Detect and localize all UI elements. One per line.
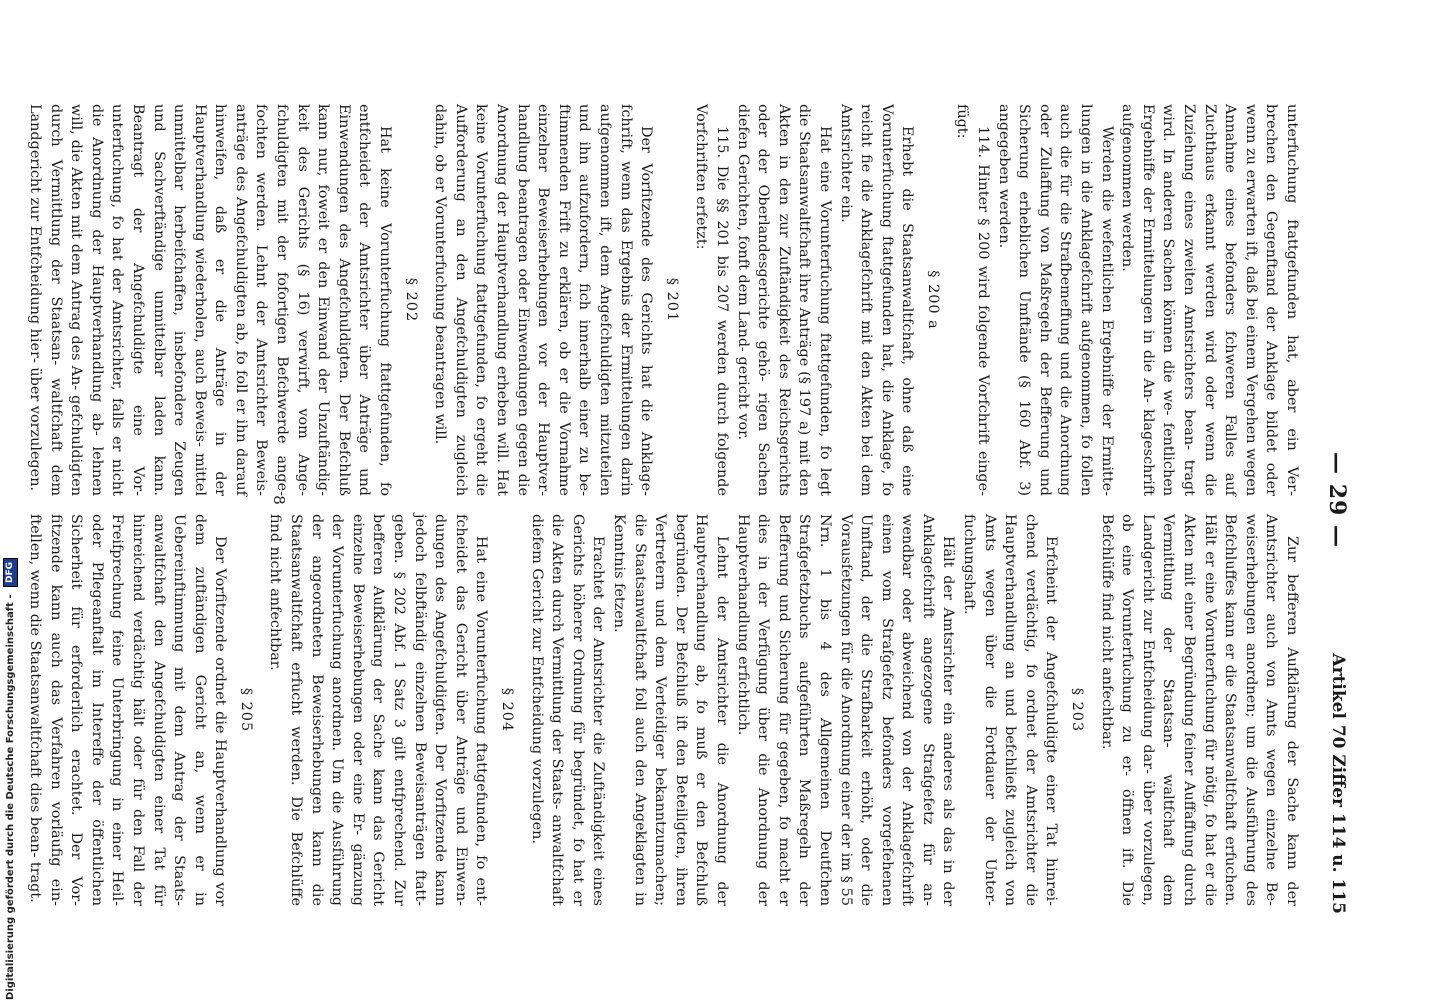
paragraph: 115. Die §§ 201 bis 207 werden durch folgende Vorfchriften erfetzt: bbox=[693, 104, 730, 496]
page-signature: 8 bbox=[270, 495, 288, 505]
digitization-notice bbox=[2, 10, 20, 1000]
paragraph: Der Vorfitzende des Gerichts hat die Anklage- fchrift, wenn das Ergebnis der Ermittelungen darin aufgenommen ift, dem Angefchuldigten mitzuteilen und ihn aufzufordern, fich innerhalb einer zu be- ftimmenden Frift zu erklären, ob er die Vornahme einzelner Beweiserhebungen vor der Hauptver- handlung beantragen oder Einwendungen gegen die Anordnung der Hauptverhandlung erheben will. Hat keine Vorunterfuchung ftattgefunden, fo ergeht die Aufforderung an den Angefchuldigten zugleich dahin, ob er Vorunterfuchung beantragen will. bbox=[432, 104, 655, 496]
dfg-logo: DFG bbox=[3, 558, 18, 587]
paragraph: Erhebt die Staatsanwaltfchaft, ohne daß eine Vorunterfuchung ftattgefunden hat, die Anklage, fo reicht fie die Anklagefchrift mit den Akten bei dem Amtsrichter ein. bbox=[837, 104, 916, 496]
paragraph: Lehnt der Amtsrichter die Anordnung der Hauptverhandlung ab, fo muß er den Befchluß begründen. Der Befchluß ift den Beteiligten, ihren Vertretern und dem Verteidiger bekanntzumachen; die Staatsanwaltfchaft foll auch den Angeklagten in Kenntnis fetzen. bbox=[611, 514, 730, 906]
paragraph: Hat eine Vorunterfuchung ftattgefunden, fo legt die Staatsanwaltfchaft ihre Anträge (§ 197 a) mit den Akten in den zur Zuftändigkeit des Reichsgerichts oder der Oberlandesgerichte gehö- rigen Sachen diefen Gerichten, fonft dem Land- gericht vor. bbox=[734, 104, 833, 496]
article-reference: Artikel 70 Ziffer 114 u. 115 bbox=[1328, 653, 1348, 914]
paragraph: Erfcheint der Angefchuldigte einer Tat hinrei- chend verdächtig, fo ordnet der Amtsrichter die Hauptverhandlung an und befchließt zugleich von Amts wegen über die Fortdauer der Unter- fuchungshaft. bbox=[961, 514, 1060, 906]
paragraph: Hält der Amtsrichter ein anderes als das in der Anklagefchrift angezogene Strafgefetz für an- wendbar oder abweichend von der Anklagefchrift einen vom Strafgefetz befonders vorgefehenen Umftand, der die Strafbarkeit erhöht, oder die Vorausfetzungen für die Anordnung einer der im § 55 Nrn. 1 bis 4 des Allgemeinen Deutfchen Strafgefetzbuchs aufgeführten Maßregeln der Befferung und Sicherung für gegeben, fo macht er dies in der Verfügung über die Anordnung der Hauptverhandlung erfichtlich. bbox=[734, 514, 957, 906]
paragraph: 114. Hinter § 200 wird folgende Vorfchrift einge- fügt: bbox=[954, 104, 992, 496]
section-heading: § 200 a bbox=[924, 270, 941, 330]
paragraph: Erachtet der Amtsrichter die Zuftändigkeit eines Gerichts höherer Ordnung für begründet, fo hat er die Akten durch Vermittlung der Staats- anwaltfchaft diefem Gericht zur Entfcheidung vorzulegen. bbox=[528, 514, 607, 906]
section-heading: § 205 bbox=[237, 687, 254, 733]
section-heading: § 204 bbox=[499, 687, 516, 733]
page-number: — 29 — bbox=[1324, 452, 1350, 548]
page-header bbox=[1310, 0, 1350, 1000]
right-text-column bbox=[24, 514, 1302, 906]
paragraph: Hat eine Vorunterfuchung ftattgefunden, fo ent- fcheidet das Gericht über Anträge und Einwen- dungen des Angefchuldigten. Der Vorfitzende kann jedoch felbftändig einzelnen Beweisanträgen ftatt- geben. § 202 Abf. 1 Satz 3 gilt entfprechend. Zur befferen Aufklärung der Sache kann das Gericht einzelne Beweiserhebungen oder eine Er- gänzung der Vorunterfuchung anordnen. Um die Ausführung der angeordneten Beweiserhebungen kann die Staatsanwaltfchaft erfucht werden. Die Befchlüffe find nicht anfechtbar. bbox=[267, 514, 490, 906]
paragraph: Zur befferen Aufklärung der Sache kann der Amtsrichter auch von Amts wegen einzelne Be- weiserhebungen anordnen; um die Ausführung des Befchluffes kann er die Staatsanwaltfchaft erfuchen. Hält er eine Vorunterfuchung für nötig, fo hat er die Akten mit einer Begründung feiner Auffaffung durch Vermittlung der Staatsan- waltfchaft dem Landgericht zur Entfcheidung dar- über vorzulegen, ob eine Vorunterfuchung zu er- öffnen ift. Die Befchlüffe find nicht anfechtbar. bbox=[1098, 514, 1300, 906]
paragraph: Hat keine Vorunterfuchung ftattgefunden, fo entfcheidet der Amtsrichter über Anträge und Einwendungen des Angefchuldigten. Der Befchluß kann nur, foweit er den Einwand der Unzuftändig- keit des Gerichts (§ 16) verwirft, vom Ange- fchuldigten mit der fofortigen Befchwerde ange- fochten werden. Lehnt der Amtsrichter Beweis- anträge des Angefchuldigten ab, fo foll er ihn darauf hinweifen, daß er die Anträge in der Hauptverhandlung wiederholen, auch Beweis- mittel unmittelbar herbeifchaffen, insbefondere Zeugen und Sachverftändige unmittelbar laden kann. Beantragt der Angefchuldigte eine Vor- unterfuchung, fo hat der Amtsrichter, falls er nicht die Anordnung der Hauptverhandlung ab- lehnen will, die Akten mit dem Antrag des An- gefchuldigten durch Vermittlung der Staatsan- waltfchaft dem Landgericht zur Entfcheidung hier- über vorzulegen. bbox=[26, 104, 394, 496]
paragraph: Der Vorfitzende ordnet die Hauptverhandlung vor dem zuftändigen Gericht an, wenn er in Uebereinftimmung mit dem Antrag der Staats- anwaltfchaft den Angefchuldigten einer Tat für hinreichend verdächtig hält oder für den Fall der Freifprechung feine Unterbringung in einer Heil- oder Pflegeanftalt im Intereffe der öffentlichen Sicherheit für erforderlich erachtet. Der Vor- fitzende kann auch das Verfahren vorläufig ein- ftellen, wenn die Staatsanwaltfchaft dies bean- tragt. bbox=[26, 514, 229, 906]
section-heading: § 202 bbox=[402, 277, 419, 323]
left-text-column bbox=[24, 104, 1302, 496]
paragraph: unterfuchung ftattgefunden hat, aber ein Ver- brechen den Gegenftand der Anklage bildet oder wenn zu erwarten ift, daß bei einem Vergehen wegen Annahme eines befonders fchweren Falles auf Zuchthaus erkannt werden wird oder wenn die Zuziehung eines zweiten Amtsrichters bean- tragt wird. In anderen Sachen können die we- fentlichen Ergebniffe der Ermittelungen in die An- klageschrift aufgenommen werden. bbox=[1119, 104, 1300, 496]
digitization-notice-text: Digitalisierung gefördert durch die Deutsche Forschungsgemeinschaft - bbox=[5, 594, 16, 1000]
section-heading: § 203 bbox=[1069, 687, 1086, 733]
section-heading: § 201 bbox=[663, 277, 680, 323]
paragraph: Werden die wefentlichen Ergebniffe der Ermitte- lungen in die Anklagefchrift aufgenommen, fo follen auch die für die Strafbemeffung und die Anordnung oder Zulaffung von Maßregeln der Befferung und Sicherung erheblichen Umftände (§ 160 Abf. 3) angegeben werden. bbox=[995, 104, 1115, 496]
